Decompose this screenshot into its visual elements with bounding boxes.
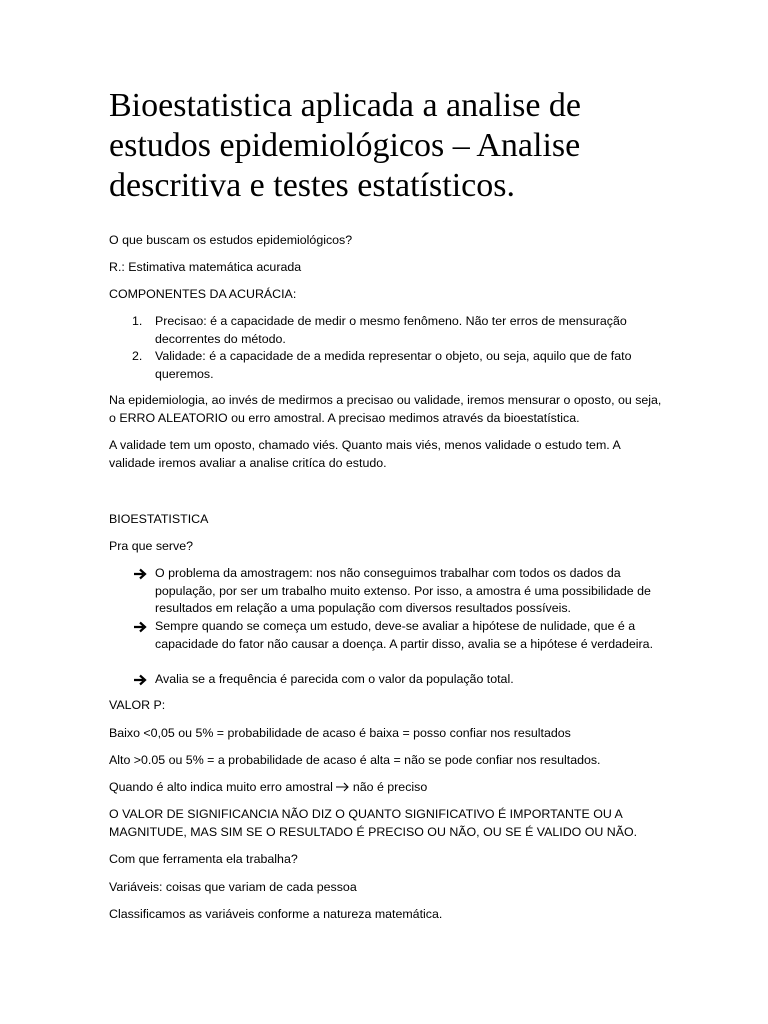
section-heading-valor-p: VALOR P: <box>109 698 166 712</box>
list-number: 1. <box>132 314 143 328</box>
right-arrow-icon <box>336 782 350 792</box>
bullet-item: Avalia se a frequência é parecida com o valor da população total. <box>155 672 514 686</box>
arrow-bullet-icon <box>134 621 148 633</box>
document-title: Bioestatistica aplicada a analise de estudos epidemiológicos – Analise descritiva e testes estatísticos. <box>109 87 582 204</box>
paragraph-epidemiologia: Na epidemiologia, ao invés de medirmos a precisao ou validade, iremos mensurar o oposto, ou seja, o ERRO ALEATORIO ou erro amostral. A precisao medimos através da bioestatística. <box>109 393 662 425</box>
paragraph-quando-alto <box>109 779 669 797</box>
answer-text: R.: Estimativa matemática acurada <box>109 260 302 274</box>
paragraph-ferramenta: Com que ferramenta ela trabalha? <box>109 852 298 866</box>
paragraph-validade: A validade tem um oposto, chamado viés. Quanto mais viés, menos validade o estudo tem. A validade iremos avaliar a analise critíca do estudo. <box>109 438 621 470</box>
section-heading-componentes: COMPONENTES DA ACURÁCIA: <box>109 287 297 301</box>
paragraph-classificamos: Classificamos as variáveis conforme a natureza matemática. <box>109 907 443 921</box>
subheading-pra-que-serve: Pra que serve? <box>109 539 194 553</box>
paragraph-significancia: O VALOR DE SIGNIFICANCIA NÃO DIZ O QUANTO SIGNIFICATIVO É IMPORTANTE OU A MAGNITUDE, MAS SIM SE O RESULTADO É PRECISO OU NÃO, OU SE É VALIDO OU NÃO. <box>109 807 638 839</box>
bullet-item: O problema da amostragem: nos não conseguimos trabalhar com todos os dados da população, por ser um trabalho muito extenso. Por isso, a amostra é uma possibilidade de resultados em relação a uma população com diversos resultados possíveis. <box>155 566 651 615</box>
paragraph-baixo: Baixo <0,05 ou 5% = probabilidade de acaso é baixa = posso confiar nos resultados <box>109 726 571 740</box>
quando-alto-text: Quando é alto indica muito erro amostral <box>109 780 333 794</box>
arrow-bullet-icon <box>134 674 148 686</box>
section-heading-bioestatistica: BIOESTATISTICA <box>109 512 209 526</box>
paragraph-variaveis: Variáveis: coisas que variam de cada pessoa <box>109 880 357 894</box>
arrow-bullet-icon <box>134 568 148 580</box>
list-item-precisao: Precisao: é a capacidade de medir o mesmo fenômeno. Não ter erros de mensuração decorrentes do método. <box>155 314 627 346</box>
paragraph-alto: Alto >0.05 ou 5% = a probabilidade de acaso é alta = não se pode confiar nos resultados. <box>109 753 601 767</box>
question-text: O que buscam os estudos epidemiológicos? <box>109 233 353 247</box>
list-item-validade: Validade: é a capacidade de a medida representar o objeto, ou seja, aquilo que de fato queremos. <box>155 349 632 381</box>
list-number: 2. <box>132 349 143 363</box>
nao-preciso-text: não é preciso <box>352 780 428 794</box>
bullet-item: Sempre quando se começa um estudo, deve-se avaliar a hipótese de nulidade, que é a capacidade do fator não causar a doença. A partir disso, avalia se a hipótese é verdadeira. <box>155 619 654 651</box>
